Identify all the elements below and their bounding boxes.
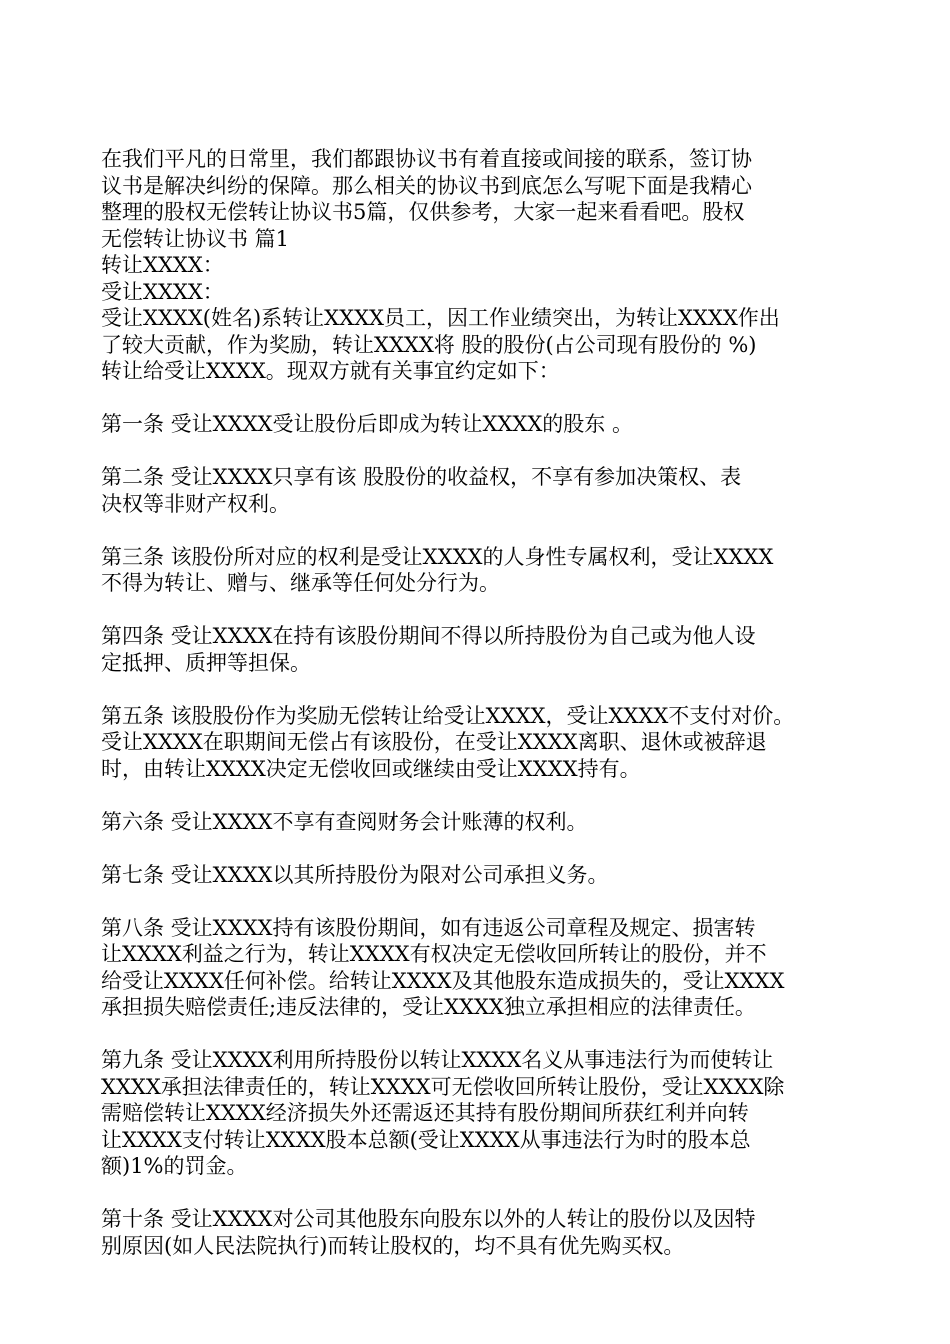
text-line: 给受让XXXX任何补偿。给转让XXXX及其他股东造成损失的，受让XXXX bbox=[101, 968, 785, 993]
party-transferor: 转让XXXX： bbox=[101, 253, 224, 277]
article-8 bbox=[101, 915, 853, 1021]
text-line: 第十条 受让XXXX对公司其他股东向股东以外的人转让的股份以及因特 bbox=[101, 1207, 756, 1231]
article-3 bbox=[101, 544, 853, 597]
article-5 bbox=[101, 703, 853, 783]
text-line: 让XXXX支付转让XXXX股本总额(受让XXXX从事违法行为时的股本总 bbox=[101, 1127, 751, 1152]
text-line: 第二条 受让XXXX只享有该 股股份的收益权，不享有参加决策权、表 bbox=[101, 465, 742, 489]
article-10 bbox=[101, 1206, 853, 1259]
document-body bbox=[101, 146, 853, 1259]
article-9 bbox=[101, 1047, 853, 1180]
text-line: XXXX承担法律责任的，转让XXXX可无偿收回所转让股份，受让XXXX除 bbox=[101, 1074, 785, 1099]
paragraph-spacer bbox=[101, 597, 853, 624]
text-line: 受让XXXX在职期间无偿占有该股份，在受让XXXX离职、退休或被辞退 bbox=[101, 730, 767, 754]
text-line: 无偿转让协议书 篇1 bbox=[101, 226, 290, 251]
article-1 bbox=[101, 411, 853, 438]
text-line: 第八条 受让XXXX持有该股份期间，如有违返公司章程及规定、损害转 bbox=[101, 915, 756, 940]
paragraph-spacer bbox=[101, 517, 853, 544]
paragraph-spacer bbox=[101, 1180, 853, 1207]
text-line: 决权等非财产权利。 bbox=[101, 491, 290, 516]
party-transferee: 受让XXXX： bbox=[101, 279, 224, 304]
text-line: 第三条 该股份所对应的权利是受让XXXX的人身性专属权利，受让XXXX bbox=[101, 544, 774, 569]
text-line: 了较大贡献，作为奖励，转让XXXX将 股的股份(占公司现有股份的 %) bbox=[101, 332, 757, 357]
paragraph-spacer bbox=[101, 888, 853, 915]
text-line: 承担损失赔偿责任;违反法律的，受让XXXX独立承担相应的法律责任。 bbox=[101, 995, 756, 1019]
text-line: 第一条 受让XXXX受让股份后即成为转让XXXX的股东 。 bbox=[101, 412, 633, 436]
paragraph-spacer bbox=[101, 438, 853, 465]
preamble-paragraph bbox=[101, 305, 853, 385]
text-line: 第六条 受让XXXX不享有查阅财务会计账薄的权利。 bbox=[101, 809, 588, 834]
text-line: 第四条 受让XXXX在持有该股份期间不得以所持股份为自己或为他人设 bbox=[101, 624, 756, 648]
text-line: 别原因(如人民法院执行)而转让股权的，均不具有优先购买权。 bbox=[101, 1233, 685, 1258]
text-line: 时，由转让XXXX决定无偿收回或继续由受让XXXX持有。 bbox=[101, 756, 641, 781]
paragraph-spacer bbox=[101, 676, 853, 703]
text-line: 第九条 受让XXXX利用所持股份以转让XXXX名义从事违法行为而使转让 bbox=[101, 1048, 774, 1072]
text-line: 整理的股权无偿转让协议书5篇，仅供参考，大家一起来看看吧。股权 bbox=[101, 200, 745, 224]
text-line: 额)1%的罚金。 bbox=[101, 1154, 248, 1178]
text-line: 第七条 受让XXXX以其所持股份为限对公司承担义务。 bbox=[101, 862, 609, 887]
text-line: 在我们平凡的日常里，我们都跟协议书有着直接或间接的联系，签订协 bbox=[101, 147, 752, 171]
paragraph-spacer bbox=[101, 835, 853, 862]
text-line: 需赔偿转让XXXX经济损失外还需返还其持有股份期间所获红利并向转 bbox=[101, 1101, 749, 1125]
text-line: 定抵押、质押等担保。 bbox=[101, 650, 311, 675]
intro-paragraph bbox=[101, 146, 853, 252]
text-line: 不得为转让、赠与、继承等任何处分行为。 bbox=[101, 571, 500, 595]
text-line: 让XXXX利益之行为，转让XXXX有权决定无偿收回所转让的股份，并不 bbox=[101, 942, 767, 966]
text-line: 议书是解决纠纷的保障。那么相关的协议书到底怎么写呢下面是我精心 bbox=[101, 173, 752, 198]
article-7 bbox=[101, 862, 853, 889]
article-4 bbox=[101, 623, 853, 676]
text-line: 转让给受让XXXX。现双方就有关事宜约定如下： bbox=[101, 359, 560, 383]
article-2 bbox=[101, 464, 853, 517]
text-line: 受让XXXX(姓名)系转让XXXX员工，因工作业绩突出，为转让XXXX作出 bbox=[101, 306, 780, 330]
paragraph-spacer bbox=[101, 1021, 853, 1048]
text-line: 第五条 该股股份作为奖励无偿转让给受让XXXX，受让XXXX不支付对价。 bbox=[101, 703, 795, 728]
paragraph-spacer bbox=[101, 782, 853, 809]
paragraph-spacer bbox=[101, 385, 853, 412]
article-6 bbox=[101, 809, 853, 836]
